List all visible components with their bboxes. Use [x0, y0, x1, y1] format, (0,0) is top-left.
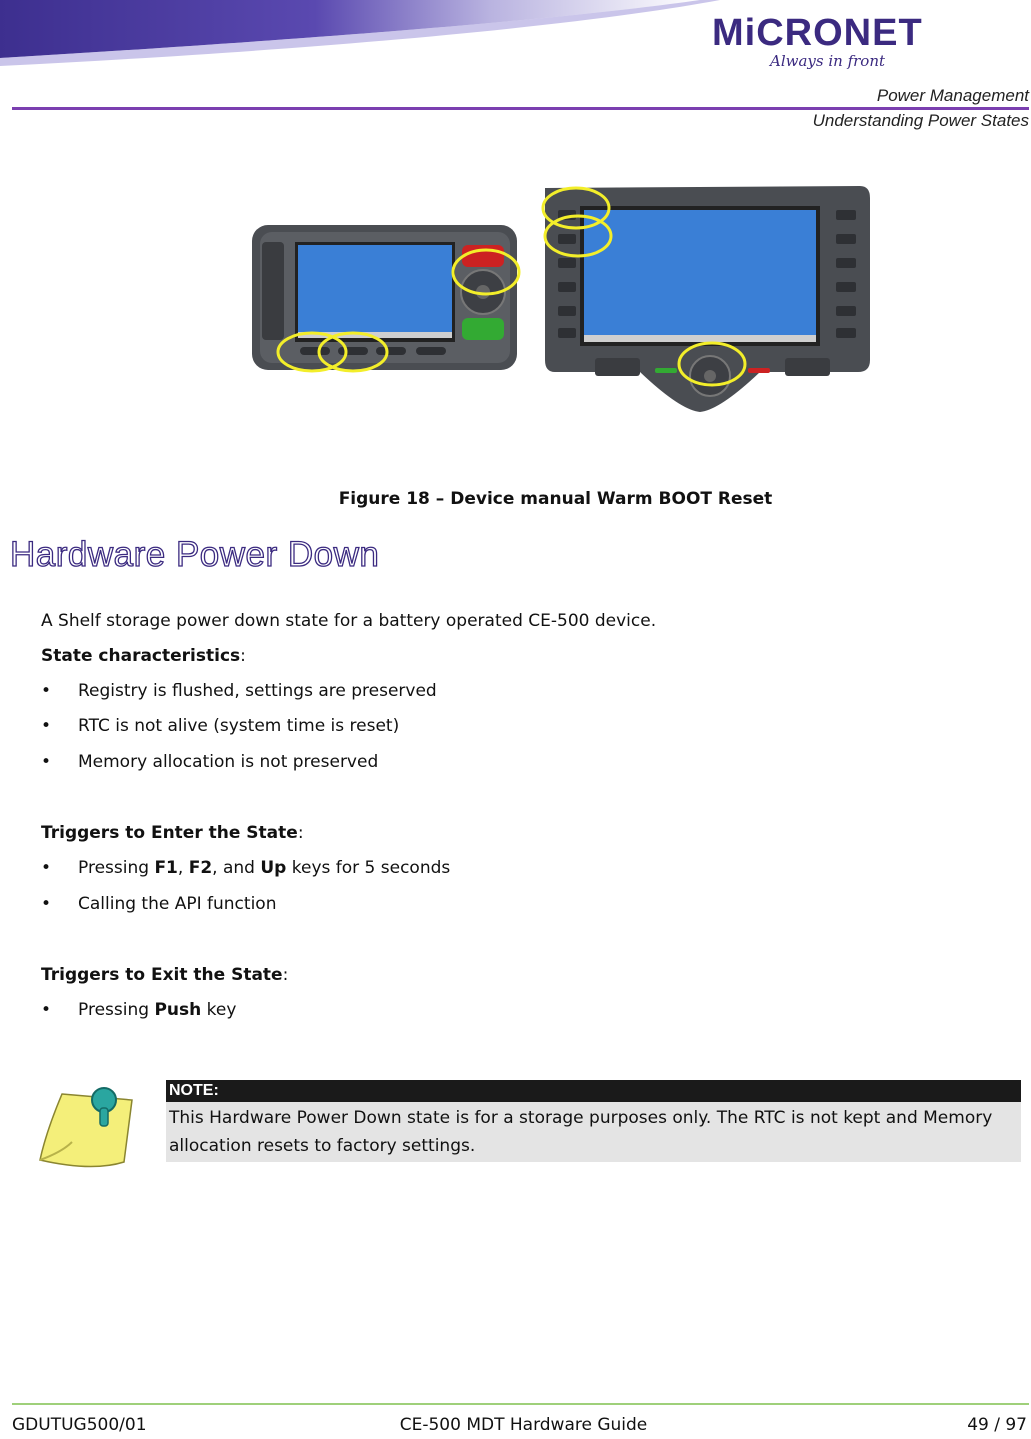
- bullet-icon: •: [41, 716, 52, 736]
- section-heading: Hardware Power Down: [10, 535, 380, 574]
- bullet-icon: •: [41, 681, 52, 701]
- bullet-icon: •: [41, 894, 52, 914]
- figure-caption: Figure 18 – Device manual Warm BOOT Reset: [338, 489, 773, 509]
- bullet-icon: •: [41, 858, 52, 878]
- footer-page-number: 49 / 97: [967, 1415, 1027, 1435]
- note-body: This Hardware Power Down state is for a storage purposes only. The RTC is not kept and Memory allocation resets to factory settings.: [166, 1102, 1021, 1162]
- footer-doc-id: GDUTUG500/01: [12, 1415, 147, 1435]
- logo: MiCRONET: [712, 12, 923, 54]
- device-figure: [240, 180, 880, 430]
- header-chapter: Power Management: [876, 86, 1029, 105]
- note-pin-icon: [32, 1072, 137, 1172]
- note-box: [166, 1080, 1021, 1162]
- exit-triggers-label: Triggers to Exit the State:: [41, 965, 289, 985]
- note-label: NOTE:: [166, 1080, 1021, 1102]
- footer-title: CE-500 MDT Hardware Guide: [399, 1415, 648, 1435]
- small-device-image: [252, 225, 517, 370]
- bullet-icon: •: [41, 752, 52, 772]
- bullet-icon: •: [41, 1000, 52, 1020]
- intro-paragraph: A Shelf storage power down state for a battery operated CE-500 device.: [41, 611, 657, 631]
- footer-rule: [12, 1403, 1029, 1405]
- state-characteristics-label: State characteristics:: [41, 646, 246, 666]
- header-rule: [12, 107, 1029, 110]
- header-section: Understanding Power States: [812, 111, 1029, 130]
- logo-tagline: Always in front: [770, 52, 886, 70]
- enter-triggers-label: Triggers to Enter the State:: [41, 823, 304, 843]
